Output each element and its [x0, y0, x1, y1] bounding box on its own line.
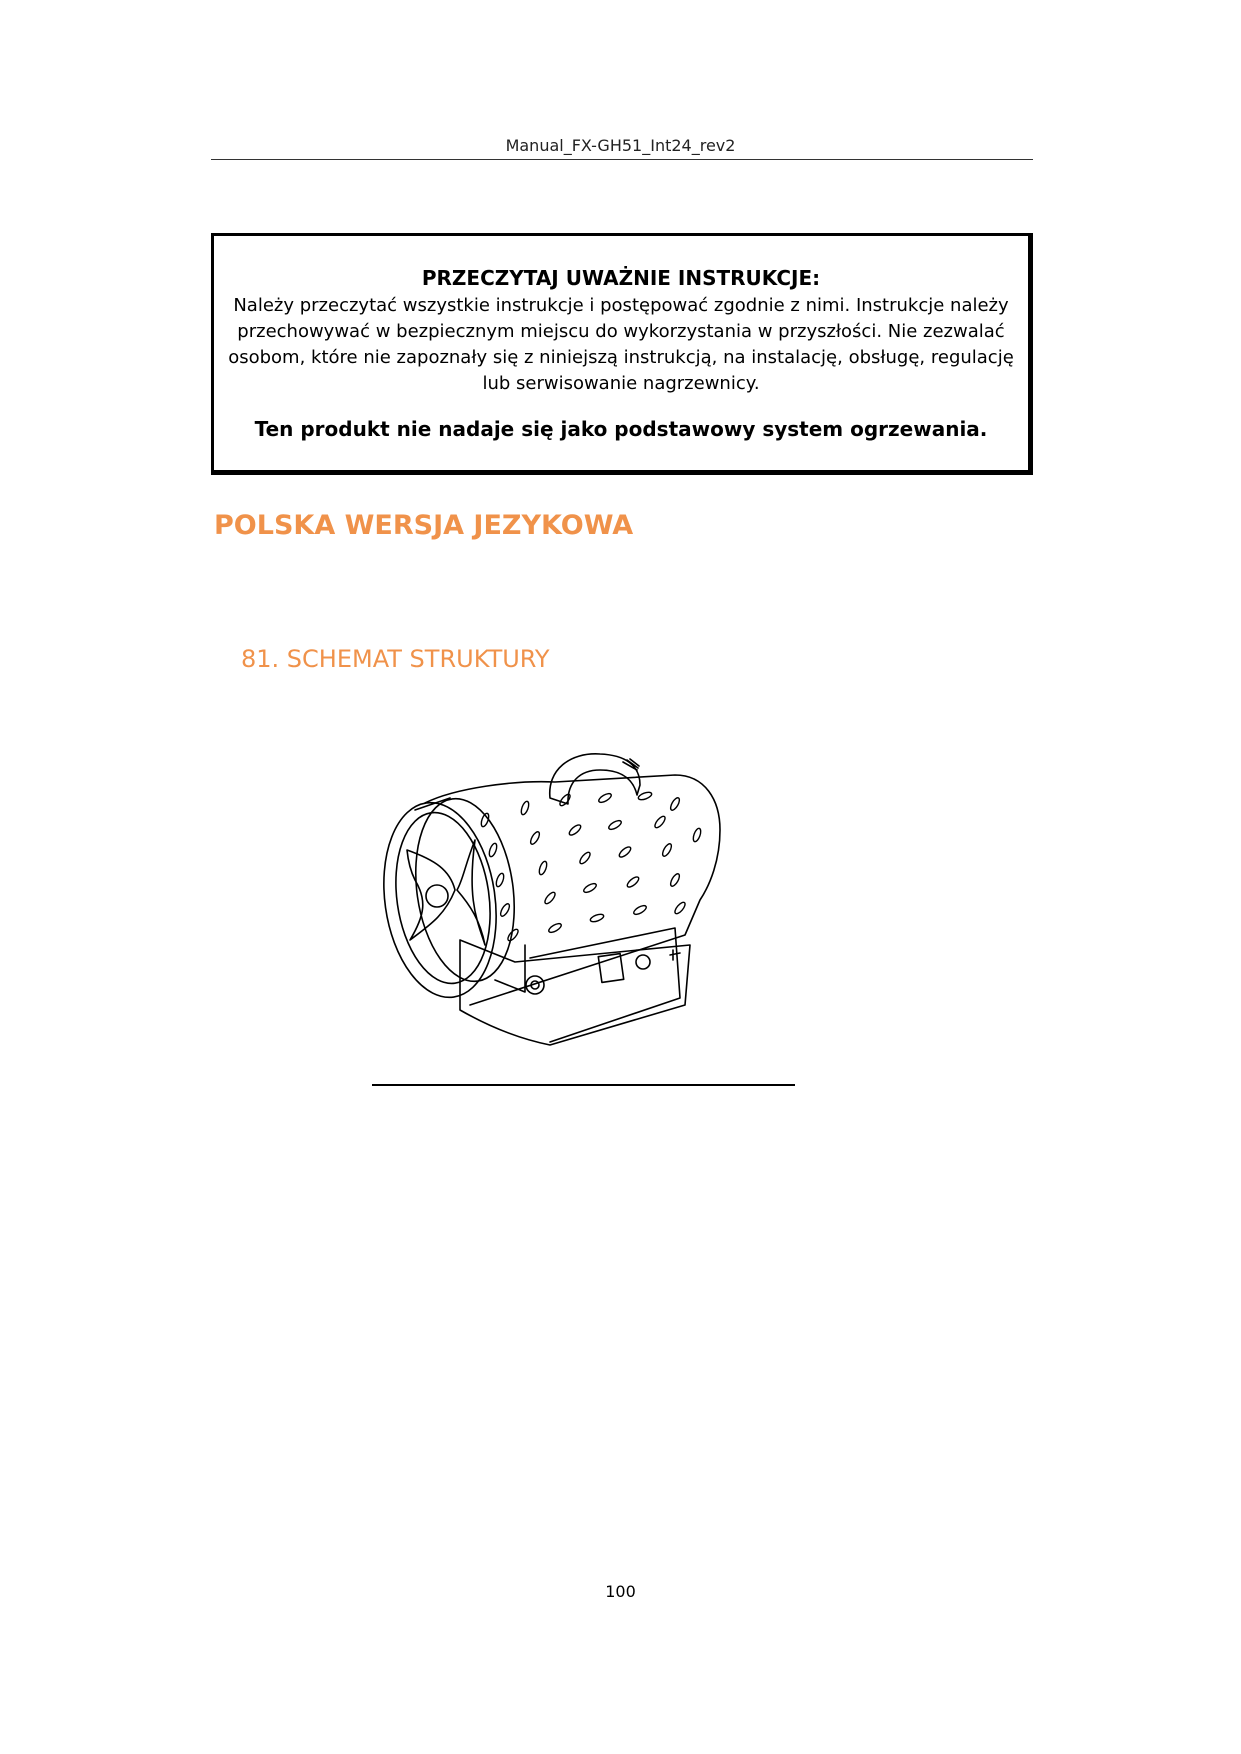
valve-knob [526, 976, 544, 994]
warning-body: Należy przeczytać wszystkie instrukcje i postępować zgodnie z nimi. Instrukcje należy przechowywać w bezpiecznym miejscu do wykorzystania w przyszłości. Nie zezwalać osobom, które nie zapoznały się z niniejszą instrukcją, na instalację, obsługę, regulację lub serwisowanie nagrzewnicy. [228, 295, 1014, 394]
warning-box [211, 233, 1033, 475]
page-number: 100 [605, 1582, 636, 1601]
base-box [460, 940, 690, 1045]
document-header: Manual_FX-GH51_Int24_rev2 [505, 136, 736, 155]
fan-hub [426, 885, 448, 907]
warning-footer: Ten produkt nie nadaje się jako podstawowy system ogrzewania. [254, 417, 988, 441]
front-outer-ring [375, 795, 508, 1004]
warning-title: PRZECZYTAJ UWAŻNIE INSTRUKCJE: [421, 266, 821, 290]
gas-heater-illustration [375, 740, 775, 1070]
language-title: POLSKA WERSJA JEZYKOWA [214, 510, 634, 541]
base-bracket [495, 945, 525, 992]
section-title: 81. SCHEMAT STRUKTURY [241, 645, 550, 673]
fan-blade [457, 840, 485, 945]
control-knob [636, 955, 650, 969]
header-divider [211, 159, 1033, 160]
gas-inlet [670, 950, 680, 960]
handle-grip [623, 759, 639, 770]
power-switch [598, 954, 623, 983]
figure-divider [372, 1084, 795, 1086]
body-outline [425, 775, 720, 1005]
base-panel [530, 928, 680, 1042]
